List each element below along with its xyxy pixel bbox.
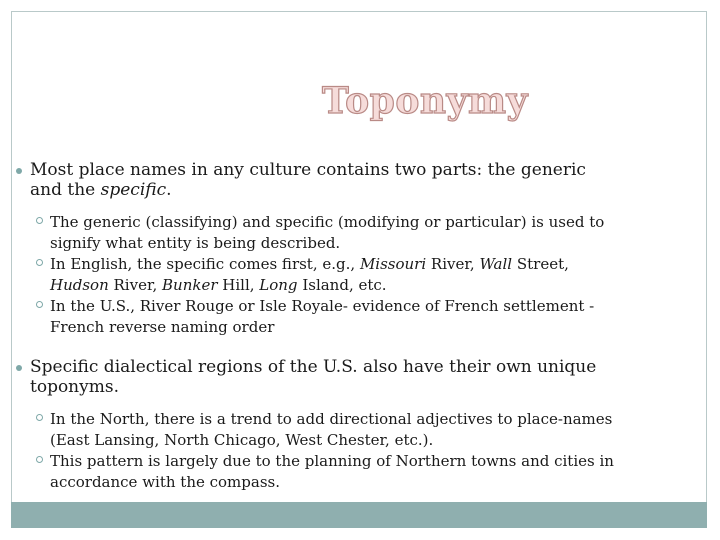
- sub-bullet-1-1: The generic (classifying) and specific (modifying or particular) is used to signify what entity is being described.: [36, 212, 616, 253]
- sub-bullet-1-2: In English, the specific comes first, e.g., Missouri River, Wall Street, Hudson River, Bunker Hill, Long Island, etc.: [36, 254, 616, 295]
- ring-bullet-icon: [36, 414, 43, 421]
- bullet-1: [16, 160, 616, 200]
- bullet-2: [16, 357, 616, 397]
- ring-bullet-icon: [36, 301, 43, 308]
- bullet-dot-icon: [16, 168, 22, 174]
- bullet-2-sublist: [36, 409, 616, 492]
- bullet-1-sublist: [36, 212, 616, 337]
- bullet-dot-icon: [16, 365, 22, 371]
- slide-content: [16, 160, 616, 493]
- sub-bullet-1-3: In the U.S., River Rouge or Isle Royale- evidence of French settlement - French reverse naming order: [36, 296, 616, 337]
- sub-bullet-2-1: In the North, there is a trend to add directional adjectives to place-names (East Lansing, North Chicago, West Chester, etc.).: [36, 409, 616, 450]
- slide-title: Toponymy: [322, 80, 528, 122]
- footer-band: [11, 502, 707, 528]
- ring-bullet-icon: [36, 259, 43, 266]
- ring-bullet-icon: [36, 217, 43, 224]
- bullet-1-text: Most place names in any culture contains two parts: the generic and the specific.: [30, 160, 586, 200]
- sub-bullet-2-2: This pattern is largely due to the planning of Northern towns and cities in accordance with the compass.: [36, 451, 616, 492]
- ring-bullet-icon: [36, 456, 43, 463]
- bullet-2-text: Specific dialectical regions of the U.S. also have their own unique toponyms.: [30, 357, 597, 397]
